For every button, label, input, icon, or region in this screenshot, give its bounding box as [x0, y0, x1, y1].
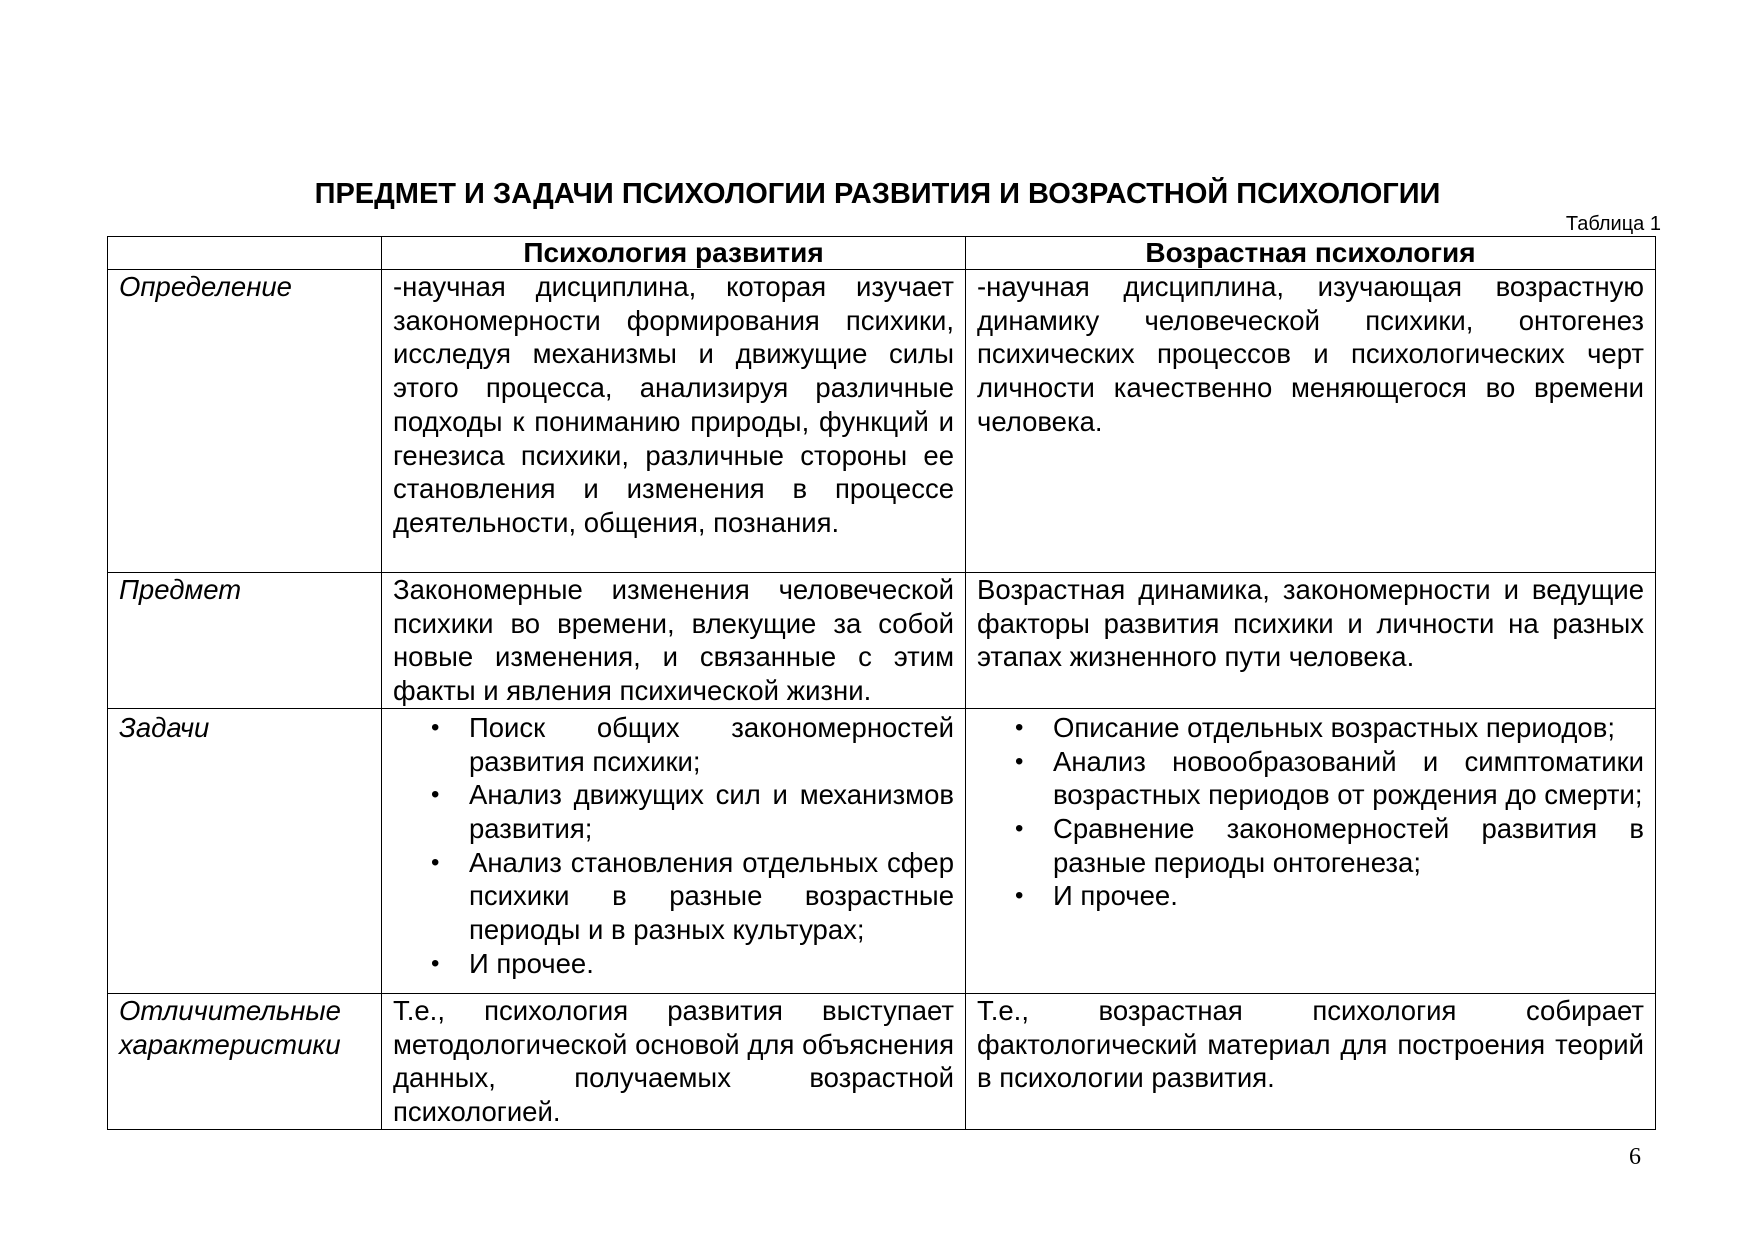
- header-developmental-psychology: Психология развития: [382, 237, 966, 270]
- header-age-psychology: Возрастная психология: [966, 237, 1656, 270]
- tasks-developmental: [382, 708, 966, 993]
- comparison-table: [107, 236, 1656, 1130]
- list-item-text: Сравнение закономерностей развития в разные периоды онтогенеза;: [1053, 812, 1644, 878]
- bullet-icon: •: [1015, 814, 1024, 842]
- list-item: [431, 846, 954, 947]
- table-row-definition: [108, 270, 1656, 573]
- list-item-text: И прочее.: [469, 947, 594, 979]
- list-item: [431, 711, 954, 778]
- bullet-icon: •: [431, 848, 440, 876]
- definition-age: -научная дисциплина, изучающая возрастную динамику человеческой психики, онтогенез психических процессов и психологических черт личности качественно меняющегося во времени человека.: [966, 270, 1656, 573]
- subject-age: Возрастная динамика, закономерности и ведущие факторы развития психики и личности на разных этапах жизненного пути человека.: [966, 573, 1656, 709]
- list-item-text: Поиск общих закономерностей развития психики;: [469, 711, 954, 777]
- list-item: [1015, 711, 1644, 745]
- distinctive-developmental: Т.е., психология развития выступает методологической основой для объяснения данных, получаемых возрастной психологией.: [382, 993, 966, 1129]
- page-number: 6: [1629, 1144, 1641, 1170]
- list-item-text: Описание отдельных возрастных периодов;: [1053, 711, 1615, 743]
- bullet-icon: •: [1015, 882, 1024, 910]
- list-item: [431, 778, 954, 845]
- list-item: [1015, 812, 1644, 879]
- distinctive-age: Т.е., возрастная психология собирает фактологический материал для построения теорий в психологии развития.: [966, 993, 1656, 1129]
- list-item-text: Анализ новообразований и симптоматики возрастных периодов от рождения до смерти;: [1053, 745, 1644, 811]
- list-item: [1015, 745, 1644, 812]
- bullet-icon: •: [431, 781, 440, 809]
- page-title: ПРЕДМЕТ И ЗАДАЧИ ПСИХОЛОГИИ РАЗВИТИЯ И ВОЗРАСТНОЙ ПСИХОЛОГИИ: [314, 178, 1441, 210]
- table-header-row: [108, 237, 1656, 270]
- bullet-icon: •: [431, 713, 440, 741]
- list-item-text: Анализ становления отдельных сфер психики в разные возрастные периоды и в разных культурах;: [469, 846, 954, 946]
- tasks-developmental-list: [393, 711, 954, 981]
- row-label-tasks: Задачи: [108, 708, 382, 993]
- list-item-text: И прочее.: [1053, 880, 1178, 912]
- header-empty-cell: [108, 237, 382, 270]
- table-row-tasks: [108, 708, 1656, 993]
- list-item: [1015, 879, 1644, 913]
- row-label-subject: Предмет: [108, 573, 382, 709]
- list-item: [431, 947, 954, 981]
- table-row-distinctive: [108, 993, 1656, 1129]
- definition-developmental: -научная дисциплина, которая изучает закономерности формирования психики, исследуя механизмы и движущие силы этого процесса, анализируя различные подходы к пониманию природы, функций и генезиса психики, различные стороны ее становления и изменения в процессе деятельности, общения, познания.: [382, 270, 966, 573]
- row-label-definition: Определение: [108, 270, 382, 573]
- row-label-distinctive: Отличительные характеристики: [108, 993, 382, 1129]
- tasks-age-list: [977, 711, 1644, 913]
- table-row-subject: [108, 573, 1656, 709]
- bullet-icon: •: [431, 949, 440, 977]
- table-caption: Таблица 1: [1565, 213, 1661, 235]
- bullet-icon: •: [1015, 713, 1024, 741]
- bullet-icon: •: [1015, 747, 1024, 775]
- subject-developmental: Закономерные изменения человеческой психики во времени, влекущие за собой новые изменения, и связанные с этим факты и явления психической жизни.: [382, 573, 966, 709]
- tasks-age: [966, 708, 1656, 993]
- list-item-text: Анализ движущих сил и механизмов развития;: [469, 779, 954, 844]
